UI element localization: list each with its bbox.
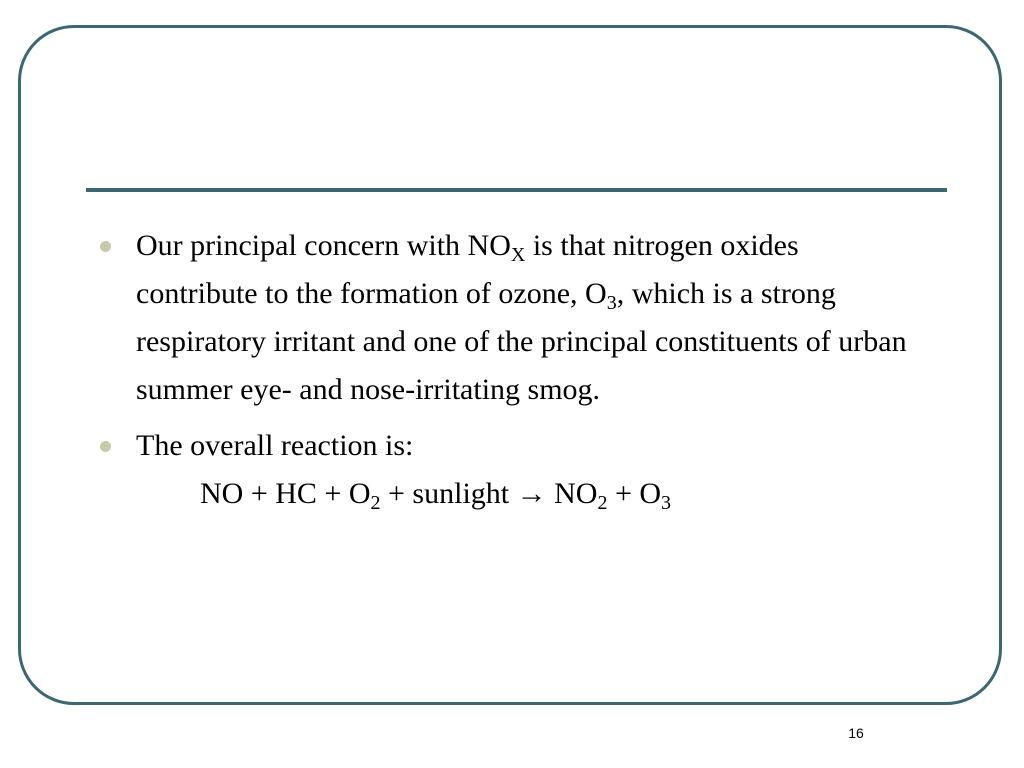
bullet-dot-icon	[100, 441, 111, 452]
bullet-dot-icon	[100, 241, 111, 252]
slide-body	[96, 222, 926, 518]
equation-run: NO + HC + O	[200, 477, 371, 510]
subscript: 3	[606, 292, 617, 314]
bullet-item-overall-reaction	[96, 422, 926, 518]
equation-run: + O	[607, 477, 662, 510]
text-run: , which is a strong respiratory irritant and one of the principal constituents of urban summer eye- and nose-irritating smog.	[136, 277, 907, 406]
reaction-equation	[136, 470, 926, 518]
bullet-text	[136, 222, 926, 414]
title-divider	[86, 188, 947, 192]
text-run: is that nitrogen oxides contribute to the formation of ozone, O	[136, 229, 799, 310]
bullet-item-nox-concern	[96, 222, 926, 414]
page-number: 16	[848, 725, 864, 741]
bullet-text: The overall reaction is:	[136, 429, 414, 462]
subscript: 2	[597, 492, 608, 514]
subscript: 3	[661, 492, 672, 514]
text-run: Our principal concern with NO	[136, 229, 511, 262]
subscript: 2	[370, 492, 381, 514]
equation-run: + sunlight → NO	[380, 477, 598, 510]
subscript: X	[510, 244, 526, 266]
